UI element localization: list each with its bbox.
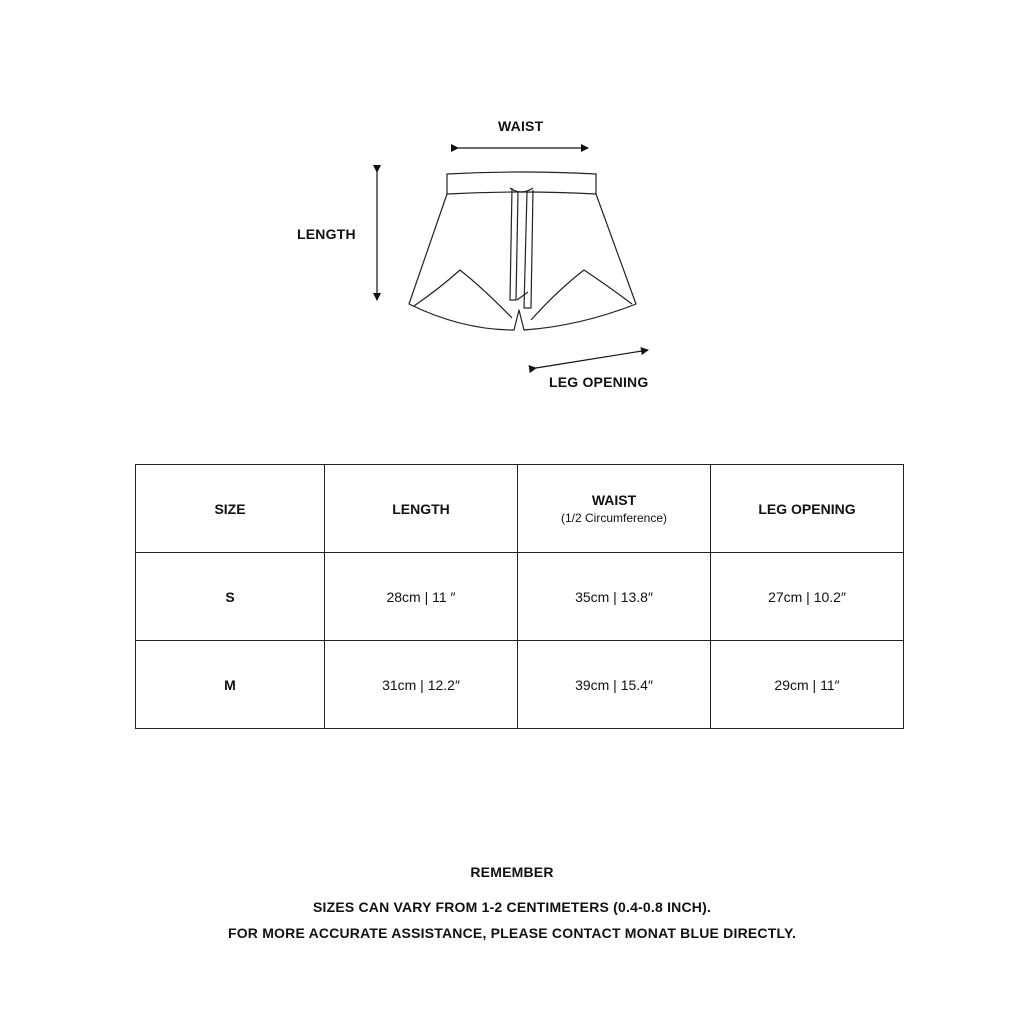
- size-cell: S: [136, 553, 325, 641]
- leg-opening-cell: 27cm | 10.2″: [711, 553, 904, 641]
- note-line-1: SIZES CAN VARY FROM 1-2 CENTIMETERS (0.4-0.8 INCH).: [312, 899, 712, 915]
- length-cell: 31cm | 12.2″: [325, 641, 518, 729]
- table-row: [136, 553, 904, 641]
- header-waist-sub: (1/2 Circumference): [560, 511, 668, 525]
- size-diagram: [0, 0, 1024, 420]
- header-length: LENGTH: [325, 465, 518, 553]
- note-line-2: FOR MORE ACCURATE ASSISTANCE, PLEASE CONTACT MONAT BLUE DIRECTLY.: [227, 925, 797, 941]
- note-title: REMEMBER: [470, 864, 554, 880]
- length-label: LENGTH: [297, 226, 356, 242]
- waist-cell: 39cm | 15.4″: [518, 641, 711, 729]
- header-size: SIZE: [136, 465, 325, 553]
- leg-opening-label: LEG OPENING: [549, 374, 649, 390]
- shorts-outline: [409, 172, 636, 330]
- header-waist-label: WAIST: [591, 492, 637, 508]
- header-leg-opening: LEG OPENING: [711, 465, 904, 553]
- header-waist: [518, 465, 711, 553]
- leg-opening-cell: 29cm | 11″: [711, 641, 904, 729]
- waist-cell: 35cm | 13.8″: [518, 553, 711, 641]
- leg-opening-arrow: [536, 350, 648, 368]
- shorts-illustration: [0, 0, 1024, 420]
- table-row: [136, 641, 904, 729]
- size-cell: M: [136, 641, 325, 729]
- remember-note: [0, 864, 1024, 946]
- size-chart-table: [135, 464, 904, 729]
- table-header-row: [136, 465, 904, 553]
- length-cell: 28cm | 11 ″: [325, 553, 518, 641]
- waist-label: WAIST: [498, 118, 544, 134]
